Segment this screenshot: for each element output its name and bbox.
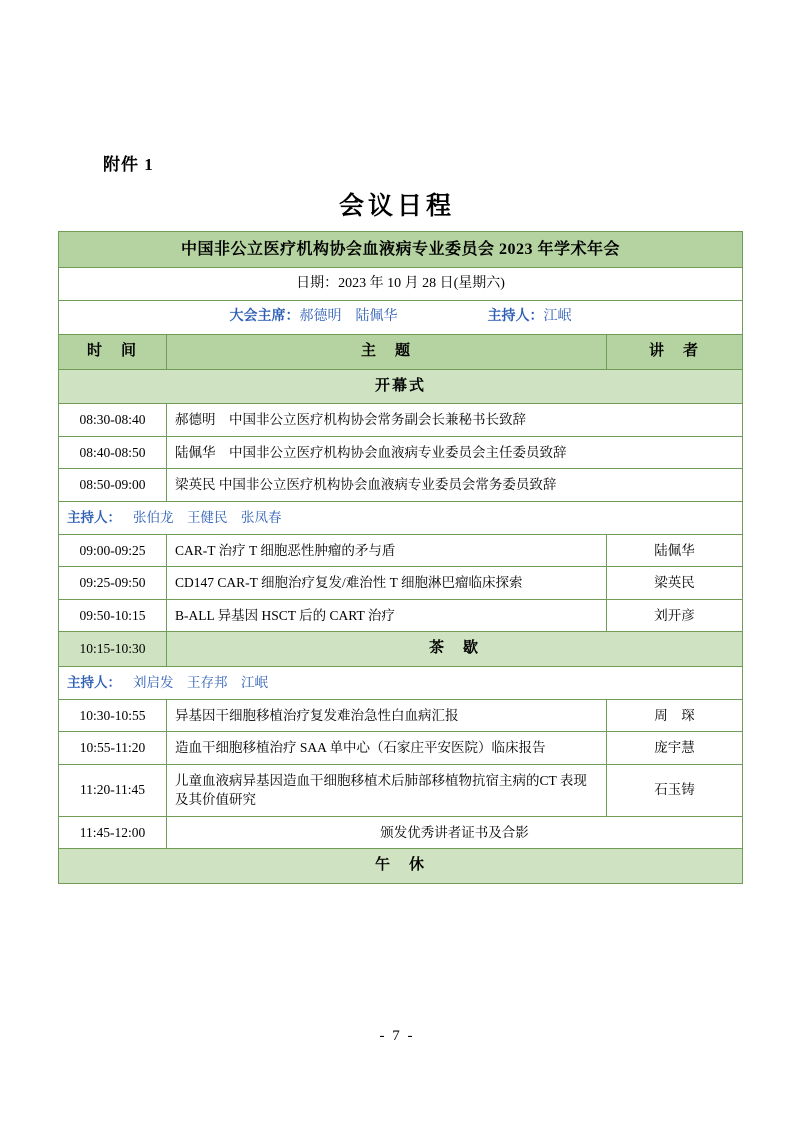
table-row: [59, 501, 743, 534]
conference-date-row: [59, 268, 743, 301]
table-row: [59, 764, 743, 816]
row-speaker: 刘开彦: [607, 599, 743, 632]
row-topic: CAR-T 治疗 T 细胞恶性肿瘤的矛与盾: [167, 534, 607, 567]
row-speaker: 梁英民: [607, 567, 743, 600]
row-time: 10:15-10:30: [59, 632, 167, 667]
table-row: [59, 469, 743, 502]
row-topic: CD147 CAR-T 细胞治疗复发/难治性 T 细胞淋巴瘤临床探索: [167, 567, 607, 600]
attachment-label: 附件 1: [103, 155, 154, 174]
conference-name: 中国非公立医疗机构协会血液病专业委员会 2023 年学术年会: [59, 232, 743, 268]
row-speaker: 庞宇慧: [607, 732, 743, 765]
conference-date: [59, 268, 743, 301]
date-label: 日期：: [296, 276, 339, 292]
header-time: 时 间: [59, 334, 167, 369]
session-host-names: 刘启发 王存邦 江岷: [133, 674, 268, 690]
agenda-table: [58, 231, 743, 884]
row-topic: 儿童血液病异基因造血干细胞移植术后肺部移植物抗宿主病的CT 表现及其价值研究: [167, 764, 607, 816]
conference-chair-line: [59, 301, 743, 334]
row-topic: 梁英民 中国非公立医疗机构协会血液病专业委员会常务委员致辞: [167, 469, 743, 502]
row-topic: 造血干细胞移植治疗 SAA 单中心（石家庄平安医院）临床报告: [167, 732, 607, 765]
row-topic: 郝德明 中国非公立医疗机构协会常务副会长兼秘书长致辞: [167, 404, 743, 437]
session-host-label: 主持人：: [67, 509, 121, 525]
row-time: 08:50-09:00: [59, 469, 167, 502]
session-host-label: 主持人：: [67, 674, 121, 690]
session-host-names: 张伯龙 王健民 张凤春: [133, 509, 282, 525]
row-speaker: 石玉铸: [607, 764, 743, 816]
table-row: [59, 849, 743, 884]
table-row: [59, 699, 743, 732]
row-speaker: 周 琛: [607, 699, 743, 732]
row-time: 11:45-12:00: [59, 816, 167, 849]
table-row: [59, 632, 743, 667]
table-row: [59, 666, 743, 699]
row-topic: 异基因干细胞移植治疗复发难治急性白血病汇报: [167, 699, 607, 732]
row-time: 08:40-08:50: [59, 436, 167, 469]
row-time: 09:00-09:25: [59, 534, 167, 567]
row-topic: B-ALL 异基因 HSCT 后的 CART 治疗: [167, 599, 607, 632]
chair-names: 郝德明 陆佩华: [299, 309, 398, 325]
table-row: [59, 534, 743, 567]
row-time: 09:25-09:50: [59, 567, 167, 600]
host-names: 江岷: [543, 309, 572, 325]
section-label: 开幕式: [59, 369, 743, 404]
row-speaker: 陆佩华: [607, 534, 743, 567]
host-label: 主持人：: [487, 309, 544, 325]
table-header-row: [59, 334, 743, 369]
session-host: [59, 501, 743, 534]
header-topic: 主 题: [167, 334, 607, 369]
break-label: 茶 歇: [167, 632, 743, 667]
table-row: [59, 436, 743, 469]
conference-name-row: [59, 232, 743, 268]
row-time: 08:30-08:40: [59, 404, 167, 437]
table-row: [59, 369, 743, 404]
table-row: [59, 567, 743, 600]
page-footer: - 7 -: [379, 1028, 415, 1044]
row-topic: 陆佩华 中国非公立医疗机构协会血液病专业委员会主任委员致辞: [167, 436, 743, 469]
table-row: [59, 599, 743, 632]
table-row: [59, 404, 743, 437]
session-host: [59, 666, 743, 699]
row-topic: 颁发优秀讲者证书及合影: [167, 816, 743, 849]
table-row: [59, 816, 743, 849]
row-time: 09:50-10:15: [59, 599, 167, 632]
table-row: [59, 732, 743, 765]
row-time: 10:55-11:20: [59, 732, 167, 765]
page-title: 会议日程: [338, 193, 455, 220]
header-speaker: 讲 者: [607, 334, 743, 369]
row-time: 11:20-11:45: [59, 764, 167, 816]
section-label: 午 休: [59, 849, 743, 884]
date-value: 2023 年 10 月 28 日(星期六): [338, 276, 505, 292]
row-time: 10:30-10:55: [59, 699, 167, 732]
chair-label: 大会主席：: [229, 309, 300, 325]
conference-chair-row: [59, 301, 743, 334]
